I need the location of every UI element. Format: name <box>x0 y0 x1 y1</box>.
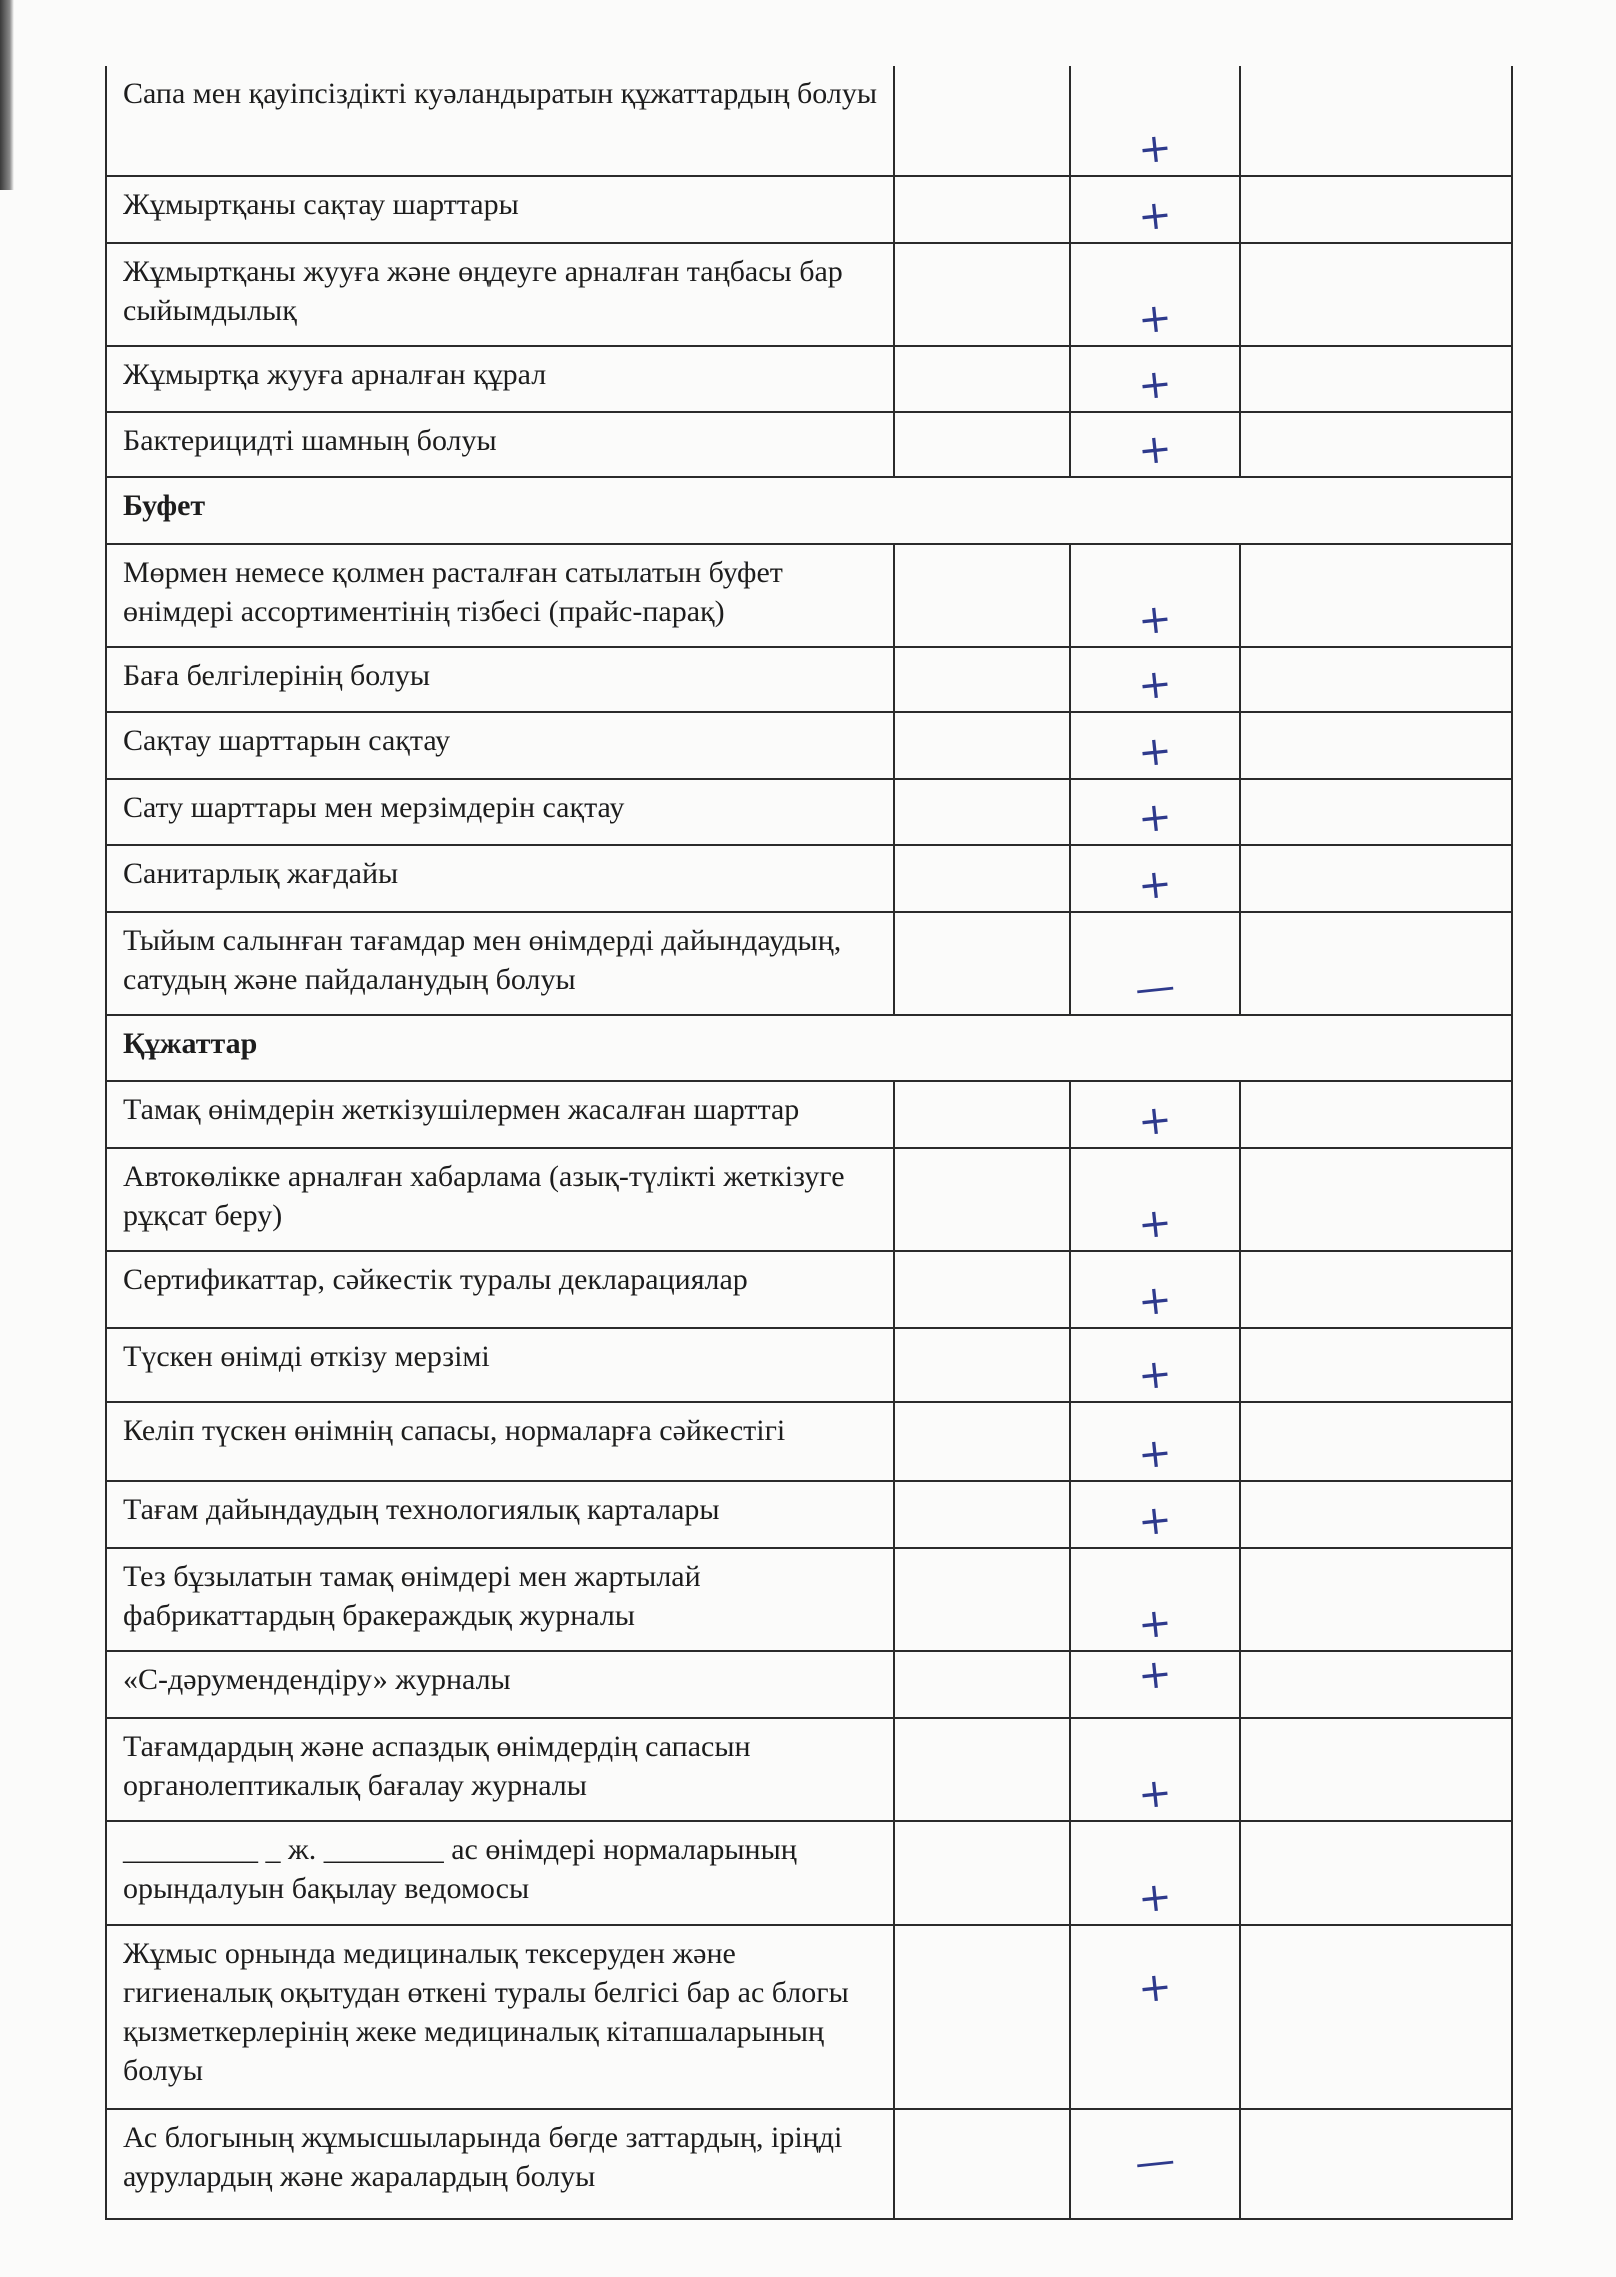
table-row <box>106 2109 1512 2219</box>
column-4-cell <box>1240 1718 1512 1821</box>
table-row <box>106 912 1512 1015</box>
row-label: Түскен өнімді өткізу мерзімі <box>106 1328 894 1402</box>
column-4-cell <box>1240 412 1512 477</box>
mark-cell <box>1070 912 1240 1015</box>
row-label: Мөрмен немесе қолмен расталған сатылатын буфет өнімдері ассортиментінің тізбесі (прайс-парақ) <box>106 544 894 647</box>
column-2-cell <box>894 1081 1070 1148</box>
row-label: _________ _ ж. ________ ас өнімдері нормаларының орындалуын бақылау ведомосы <box>106 1821 894 1925</box>
handwritten-mark: — <box>1132 963 1178 1013</box>
scan-edge-shadow <box>0 0 14 190</box>
row-label: Ас блогының жұмысшыларында бөгде заттардың, іріңді аурулардың және жаралардың болуы <box>106 2109 894 2219</box>
row-label: Бактерицидті шамның болуы <box>106 412 894 477</box>
table-row <box>106 1481 1512 1548</box>
mark-cell <box>1070 1651 1240 1718</box>
handwritten-mark: + <box>1135 1963 1175 2013</box>
handwritten-mark: + <box>1135 294 1175 344</box>
table-row <box>106 176 1512 243</box>
table-row <box>106 1251 1512 1328</box>
mark-cell <box>1070 712 1240 779</box>
checklist-table <box>105 66 1513 2220</box>
handwritten-mark: + <box>1135 360 1175 410</box>
table-row <box>106 1821 1512 1925</box>
row-label: Тамақ өнімдерін жеткізушілермен жасалған шарттар <box>106 1081 894 1148</box>
row-label: Жұмыртқа жууға арналған құрал <box>106 346 894 412</box>
mark-cell <box>1070 1402 1240 1481</box>
column-2-cell <box>894 1651 1070 1718</box>
column-4-cell <box>1240 1402 1512 1481</box>
column-2-cell <box>894 1718 1070 1821</box>
column-2-cell <box>894 1148 1070 1251</box>
section-row <box>106 1015 1512 1081</box>
column-2-cell <box>894 1548 1070 1651</box>
row-label: Сақтау шарттарын сақтау <box>106 712 894 779</box>
table-row <box>106 1081 1512 1148</box>
mark-cell <box>1070 1481 1240 1548</box>
mark-cell <box>1070 1328 1240 1402</box>
row-label: Баға белгілерінің болуы <box>106 647 894 712</box>
column-2-cell <box>894 1481 1070 1548</box>
table-row <box>106 1651 1512 1718</box>
column-4-cell <box>1240 176 1512 243</box>
mark-cell <box>1070 1718 1240 1821</box>
mark-cell <box>1070 544 1240 647</box>
column-2-cell <box>894 544 1070 647</box>
handwritten-mark: + <box>1135 1650 1175 1700</box>
table-row <box>106 712 1512 779</box>
column-4-cell <box>1240 1925 1512 2109</box>
column-4-cell <box>1240 779 1512 845</box>
table-row <box>106 412 1512 477</box>
column-4-cell <box>1240 1081 1512 1148</box>
mark-cell <box>1070 243 1240 346</box>
handwritten-mark: + <box>1135 1873 1175 1923</box>
column-2-cell <box>894 1402 1070 1481</box>
row-label: Тез бұзылатын тамақ өнімдері мен жартылай фабрикаттардың бракераждық журналы <box>106 1548 894 1651</box>
handwritten-mark: + <box>1135 191 1175 241</box>
mark-cell <box>1070 647 1240 712</box>
column-4-cell <box>1240 1548 1512 1651</box>
handwritten-mark: + <box>1135 1096 1175 1146</box>
column-2-cell <box>894 1328 1070 1402</box>
handwritten-mark: + <box>1135 1429 1175 1479</box>
column-2-cell <box>894 1251 1070 1328</box>
row-label: Жұмыртқаны жууға және өңдеуге арналған таңбасы бар сыйымдылық <box>106 243 894 346</box>
row-label: Жұмыс орнында медициналық тексеруден және гигиеналық оқытудан өткені туралы белгісі бар ас блогы қызметкерлерінің жеке медициналық кітапшаларының болуы <box>106 1925 894 2109</box>
mark-cell <box>1070 1081 1240 1148</box>
row-label: Автокөлікке арналған хабарлама (азық-түлікті жеткізуге рұқсат беру) <box>106 1148 894 1251</box>
column-2-cell <box>894 412 1070 477</box>
handwritten-mark: + <box>1135 1350 1175 1400</box>
handwritten-mark: + <box>1135 1599 1175 1649</box>
row-label: Келіп түскен өнімнің сапасы, нормаларға сәйкестігі <box>106 1402 894 1481</box>
handwritten-mark: + <box>1135 793 1175 843</box>
column-2-cell <box>894 243 1070 346</box>
column-4-cell <box>1240 1821 1512 1925</box>
table-row <box>106 845 1512 912</box>
mark-cell <box>1070 176 1240 243</box>
table-row <box>106 647 1512 712</box>
mark-cell <box>1070 346 1240 412</box>
table-row <box>106 544 1512 647</box>
row-label: Сертификаттар, сәйкестік туралы декларациялар <box>106 1251 894 1328</box>
column-4-cell <box>1240 1251 1512 1328</box>
handwritten-mark: + <box>1135 660 1175 710</box>
column-2-cell <box>894 912 1070 1015</box>
mark-cell <box>1070 412 1240 477</box>
row-label: Тағам дайындаудың технологиялық карталары <box>106 1481 894 1548</box>
mark-cell <box>1070 1148 1240 1251</box>
handwritten-mark: — <box>1132 2137 1178 2187</box>
column-4-cell <box>1240 1148 1512 1251</box>
column-2-cell <box>894 2109 1070 2219</box>
handwritten-mark: + <box>1135 1199 1175 1249</box>
column-2-cell <box>894 66 1070 176</box>
column-4-cell <box>1240 243 1512 346</box>
section-heading: Буфет <box>106 477 1512 544</box>
table-row <box>106 1925 1512 2109</box>
handwritten-mark: + <box>1135 124 1175 174</box>
mark-cell <box>1070 2109 1240 2219</box>
column-4-cell <box>1240 544 1512 647</box>
column-4-cell <box>1240 712 1512 779</box>
row-label: Жұмыртқаны сақтау шарттары <box>106 176 894 243</box>
column-2-cell <box>894 779 1070 845</box>
row-label: «С-дәрумендендіру» журналы <box>106 1651 894 1718</box>
column-4-cell <box>1240 346 1512 412</box>
handwritten-mark: + <box>1135 595 1175 645</box>
table-row <box>106 1548 1512 1651</box>
table-row <box>106 1328 1512 1402</box>
column-4-cell <box>1240 66 1512 176</box>
mark-cell <box>1070 845 1240 912</box>
column-2-cell <box>894 176 1070 243</box>
row-label: Санитарлық жағдайы <box>106 845 894 912</box>
mark-cell <box>1070 1925 1240 2109</box>
table-row <box>106 243 1512 346</box>
column-4-cell <box>1240 2109 1512 2219</box>
mark-cell <box>1070 1821 1240 1925</box>
column-2-cell <box>894 647 1070 712</box>
column-4-cell <box>1240 1328 1512 1402</box>
handwritten-mark: + <box>1135 1496 1175 1546</box>
table-row <box>106 779 1512 845</box>
mark-cell <box>1070 779 1240 845</box>
column-4-cell <box>1240 1481 1512 1548</box>
handwritten-mark: + <box>1135 860 1175 910</box>
table-row <box>106 1148 1512 1251</box>
handwritten-mark: + <box>1135 1276 1175 1326</box>
row-label: Сапа мен қауіпсіздікті куәландыратын құжаттардың болуы <box>106 66 894 176</box>
table-row <box>106 66 1512 176</box>
table-row <box>106 1718 1512 1821</box>
row-label: Тағамдардың және аспаздық өнімдердің сапасын органолептикалық бағалау журналы <box>106 1718 894 1821</box>
column-2-cell <box>894 712 1070 779</box>
column-4-cell <box>1240 647 1512 712</box>
mark-cell <box>1070 66 1240 176</box>
mark-cell <box>1070 1548 1240 1651</box>
column-4-cell <box>1240 1651 1512 1718</box>
table-row <box>106 1402 1512 1481</box>
section-heading: Құжаттар <box>106 1015 1512 1081</box>
mark-cell <box>1070 1251 1240 1328</box>
section-row <box>106 477 1512 544</box>
handwritten-mark: + <box>1135 727 1175 777</box>
column-2-cell <box>894 1821 1070 1925</box>
row-label: Тыйым салынған тағамдар мен өнімдерді дайындаудың, сатудың және пайдаланудың болуы <box>106 912 894 1015</box>
handwritten-mark: + <box>1135 1769 1175 1819</box>
column-2-cell <box>894 346 1070 412</box>
column-4-cell <box>1240 845 1512 912</box>
handwritten-mark: + <box>1135 425 1175 475</box>
table-row <box>106 346 1512 412</box>
column-2-cell <box>894 845 1070 912</box>
column-4-cell <box>1240 912 1512 1015</box>
column-2-cell <box>894 1925 1070 2109</box>
row-label: Сату шарттары мен мерзімдерін сақтау <box>106 779 894 845</box>
